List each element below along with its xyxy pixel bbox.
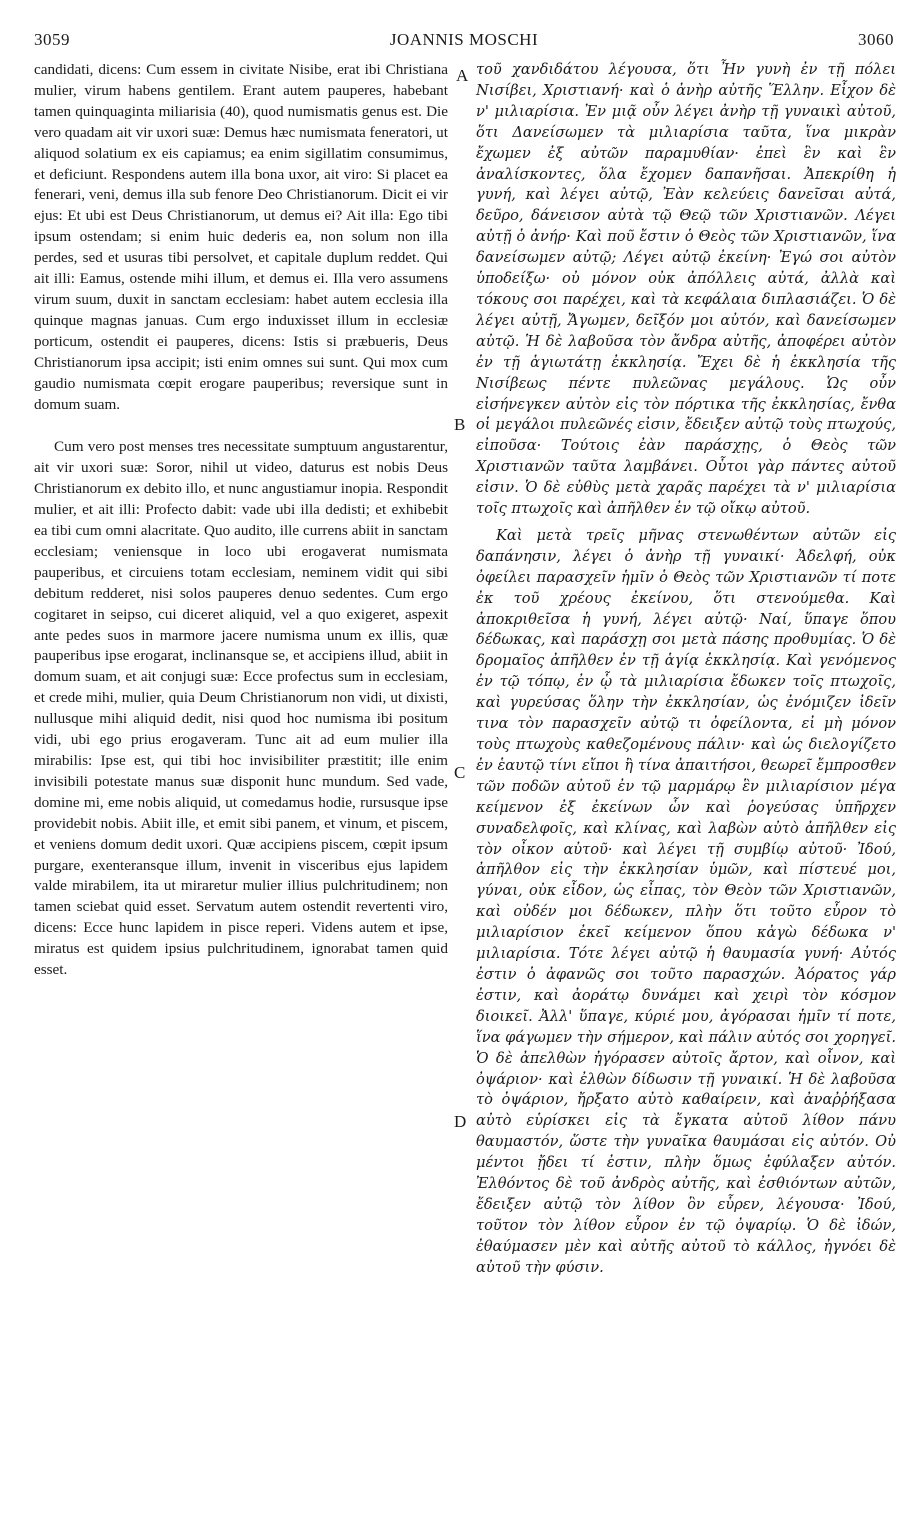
section-marker-c: C	[454, 763, 466, 782]
greek-paragraph: Καὶ μετὰ τρεῖς μῆνας στενωθέντων αὐτῶν εἰς δαπάνησιν, λέγει ὁ ἀνὴρ τῇ γυναικί· Ἀδελφή, οὐκ ὀφείλει παρασχεῖν ἡμῖν ὁ Θεὸς τῶν Χριστιανῶν τί ποτε ἐκ τοῦ χρέους ἐκείνου, ὅτι στενούμεθα. Καὶ ἀποκριθεῖσα ἡ γυνή, λέγει αὐτῷ· Ναί, ὕπαγε ὅπου δέδωκας, καὶ παράσχῃ σοι μετὰ πάσης προθυμίας. Ὁ δὲ δρομαῖος ἀπῆλθεν ἐν τῇ ἁγίᾳ ἐκκλησίᾳ. Καὶ γενόμενος ἐν τῷ τόπῳ, ἐν ᾧ τὰ μιλιαρίσια ἔδωκεν τοῖς πτωχοῖς, καὶ γυρεύσας ὅλην τὴν ἐκκλησίαν, ὡς ἐνόμιζεν ἰδεῖν τινα τὸν παρασχεῖν αὐτῷ τι ὀφείλοντα, εἰ μὴ μόνον τοὺς πτωχοὺς καθεζομένους πάλιν· καὶ ὡς διελογίζετο ἐν ἑαυτῷ τίνι εἴποι ἢ τίνα ἀπαιτήσοι, θεωρεῖ ἔμπροσθεν τῶν ποδῶν αὐτοῦ ἐν τῷ μαρμάρῳ ἓν μιλιαρίσιον μέγα κείμενον ἐξ ἐκείνων ὧν καὶ ῥογεύσας ὑπῆρχεν συναδελφοῖς, καὶ κλίνας, καὶ λαβὼν αὐτὸ ἀπῆλθεν εἰς τὸν οἶκον αὐτοῦ· καὶ λέγει τῇ συμβίῳ αὐτοῦ· Ἰδού, ἀπῆλθον εἰς τὴν ἐκκλησίαν ὑμῶν, καὶ πίστευέ μοι, γύναι, οὐκ εἶδον, ὡς εἶπας, τὸν Θεὸν τῶν Χριστιανῶν, καὶ οὐδέν μοι δέδωκεν, πλὴν ὅτι τοῦτο εὗρον τὸ μιλιαρίσιον ἐκεῖ κείμενον ὅπου κἀγὼ δέδωκα ν' μιλιαρίσια. Τότε λέγει αὐτῷ ἡ θαυμασία γυνή· Αὐτός ἐστιν ὁ ἀφανῶς σοι τοῦτο παρασχών. Ἀόρατος γάρ ἐστιν, καὶ ἀοράτῳ δυνάμει καὶ χειρὶ τὸν κόσμον διοικεῖ. Ἀλλ' ὕπαγε, κύριέ μου, ἀγόρασαι ἡμῖν τί ποτε, ἵνα φάγωμεν τὴν σήμερον, καὶ πάλιν αὐτός σοι χορηγεῖ. Ὁ δὲ ἀπελθὼν ἠγόρασεν αὐτοῖς ἄρτον, καὶ οἶνον, καὶ ὀψάριον· καὶ ἐλθὼν δίδωσιν τῇ γυναικί. Ἡ δὲ λαβοῦσα τὸ ὀψάριον, ἤρξατο αὐτὸ καθαίρειν, καὶ ἀναῤῥήξασα αὐτὸ εὑρίσκει εἰς τὰ ἔγκατα αὐτοῦ λίθον πάνυ θαυμαστόν, ὥστε τὴν γυναῖκα θαυμάσαι εἰς αὐτόν. Οὐ μέντοι ᾔδει τί ἐστιν, πλὴν ὅμως ἐφύλαξεν αὐτόν. Ἐλθόντος δὲ τοῦ ἀνδρὸς αὐτῆς, καὶ ἐσθιόντων αὐτῶν, ἔδειξεν αὐτῷ τὸν λίθον ὃν εὗρεν, λέγουσα· Ἰδού, τοῦτον τὸν λίθον εὗρον ἐν τῷ ὀψαρίῳ. Ὁ δὲ ἰδών, ἐθαύμασεν μὲν καὶ αὐτῆς αὐτοῦ τὸ κάλλος, ἠγνόει δὲ αὐτοῦ τὴν φύσιν.	[476, 526, 896, 1276]
greek-column	[476, 60, 896, 1279]
running-title: JOANNIS MOSCHI	[389, 30, 539, 49]
section-marker-a: A	[456, 66, 469, 85]
greek-paragraph: τοῦ χανδιδάτου λέγουσα, ὅτι Ἦν γυνὴ ἐν τῇ πόλει Νισίβει, Χριστιανή· καὶ ὁ ἀνὴρ αὐτῆς Ἕλλην. Εἶχον δὲ ν' μιλιαρίσια. Ἐν μιᾷ οὖν λέγει ἀνὴρ τῇ γυναικὶ αὐτοῦ, ὅτι Δανείσωμεν τὰ μιλιαρίσια ταῦτα, ἵνα μικρὰν ἔχωμεν ἐξ αὐτῶν παραμυθίαν· ἐπεὶ ἓν καὶ ἓν ἀναλίσκοντες, ὅλα ἔχομεν δαπανῆσαι. Ἀπεκρίθη ἡ γυνή, καὶ λέγει αὐτῷ, Ἐὰν κελεύεις δανεῖσαι αὐτά, δεῦρο, δάνεισον αὐτὰ τῷ Θεῷ τῶν Χριστιανῶν. Λέγει αὐτῇ ὁ ἀνήρ· Καὶ ποῦ ἔστιν ὁ Θεὸς τῶν Χριστιανῶν, ἵνα δανείσωμεν αὐτῷ; Λέγει αὐτῷ ἐκείνη· Ἐγώ σοι αὐτὸν ὑποδείξω· οὐ μόνον οὐκ ἀπόλλεις αὐτά, ἀλλὰ καὶ τόκους σοι παρέχει, καὶ τὰ κεφάλαια διπλασιάζει. Ὁ δὲ λέγει αὐτῇ, Ἄγωμεν, δεῖξόν μοι αὐτόν, καὶ δανείσωμεν αὐτῷ. Ἡ δὲ λαβοῦσα τὸν ἄνδρα αὐτῆς, ἀποφέρει αὐτὸν ἐν τῇ ἁγιωτάτῃ ἐκκλησίᾳ. Ἔχει δὲ ἡ ἐκκλησία τῆς Νισίβεως πέντε πυλεῶνας μεγάλους. Ὡς οὖν εἰσήνεγκεν αὐτὸν εἰς τὸν πόρτικα τῆς ἐκκλησίας, ἔνθα οἱ μεγάλοι πυλεῶνές εἰσιν, ἔδειξεν αὐτῷ τοὺς πτωχούς, εἰποῦσα· Τούτοις ἐὰν παράσχῃς, ὁ Θεὸς τῶν Χριστιανῶν ταῦτα λαμβάνει. Οὗτοι γὰρ πάντες αὐτοῦ εἰσιν. Ὁ δὲ εὐθὺς μετὰ χαρᾶς παρέχει τὰ ν' μιλιαρίσια τοῖς πτωχοῖς καὶ ἀπῆλθεν ἐν τῷ οἴκῳ αὐτοῦ.	[476, 61, 896, 518]
latin-paragraph: Cum vero post menses tres necessitate sumptuum angustarentur, ait vir uxori suæ: Soror, nihil ut video, daturus est nobis Deus Christianorum ex debito illo, et nunc angustiamur inopia. Respondit mulier, et ait illi: Profecto dabit: vade ubi illa dedisti; et exhibebit ea tibi cum omni alacritate. Quo audito, ille currens abiit in sanctam ecclesiam; veniensque in loco ubi erogaverat numismata pauperibus, et circuiens totam ecclesiam, neminem vidit qui sibi debitum redderet, nisi solos pauperes denuo sedentes. Cum ergo cogitaret in seipso, cui diceret aliquid, vel a quo exigeret, aspexit ante pedes suos in marmore jacere numisma unum ex illis, quæ pauperibus ipse erogarat, inclinansque se, et accipiens illud, abiit in domum suam, et ait conjugi suæ: Ecce profectus sum in ecclesiam, et crede mihi, mulier, quia Deum Christianorum non vidi, ut dixisti, nullusque mihi aliquid dedit, nisi quod hoc numisma ibi positum vidi, ubi ego prius erogaveram. Tunc ait ad eum mulier illa mirabilis: Ipse est, qui tibi hoc invisibiliter præstitit; ille enim invisibili potestate manus suæ disponit hunc mundum. Sed vade, domine mi, eme nobis aliquid, ut comedamus hodie, rursusque ipse providebit nobis. Abiit ille, et emit sibi panem, et vinum, et piscem, et veniens domum dedit uxori. Quæ accipiens piscem, cœpit ipsum purgare, exenteransque illum, invenit in visceribus ejus lapidem valde mirabilem, ita ut miraretur mulier illius pulchritudinem; non tamen sciebat quid esset. Servatum autem ostendit revertenti viro, dicens: Ecce hunc lapidem in pisce reperi. Videns autem et ipse, miratus est quidem ipsius pulchritudinem, ignorabat tamen quid esset.	[34, 438, 448, 979]
section-marker-d: D	[454, 1112, 467, 1131]
page-header	[34, 30, 894, 56]
latin-column	[34, 60, 448, 981]
section-marker-b: B	[454, 415, 466, 434]
latin-paragraph: candidati, dicens: Cum essem in civitate Nisibe, erat ibi Christiana mulier, virum habens gentilem. Erant autem pauperes, habebant tamen quinquaginta miliarisia (40), quod numismatis genus est. Die vero quadam ait vir uxori suæ: Demus hæc numismata feneratori, ut aliquod solatium ex eis capiamus; ea enim sigillatim consumimus, et deficiunt. Respondens autem illa bona uxor, ait viro: Si placet ea fenerari, veni, demus illa sub fenore Deo Christianorum. Dicit ei vir ejus: Et ubi est Deus Christianorum, ut demus ei? Ait illa: Ego tibi ipsum ostendam; si enim huic dederis ea, non solum non illa perdes, sed et usuras tibi persolvet, et capitale duplum reddet. Qui ait illi: Eamus, ostende mihi illum, et demus ei. Illa vero assumens virum suum, duxit in sanctam ecclesiam: habet autem ecclesia illa quinque magnas januas. Cum ergo induxisset illum in ecclesiæ porticum, ostendit ei pauperes, dicens: Istis si præbueris, Deus Christianorum ipsa accipit; isti enim omnes sui sunt. Qui mox cum gaudio numismata cœpit erogare pauperibus; reversique sunt in domum suam.	[34, 61, 448, 413]
page-number-left: 3059	[34, 30, 70, 49]
page-number-right: 3060	[858, 30, 894, 49]
